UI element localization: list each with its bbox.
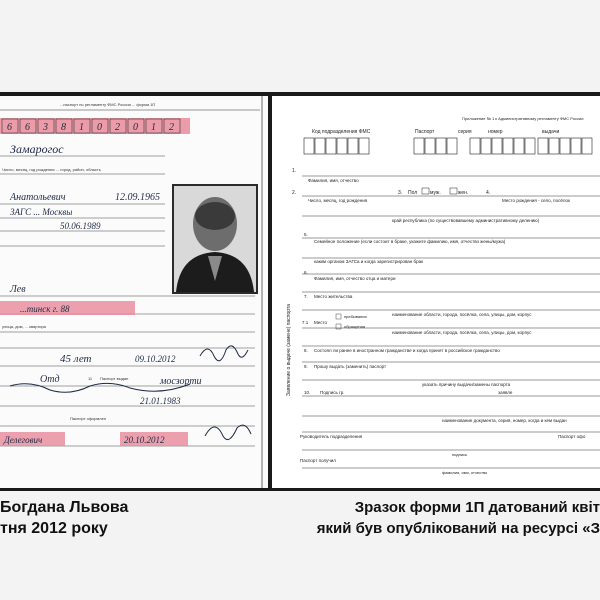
form-header: Приложение № 1 к Административному регламенту ФМС России xyxy=(462,116,584,121)
row-3-num: 3. xyxy=(398,190,403,196)
row-1-label: Фамилия, имя, отчество xyxy=(308,178,359,183)
empty-digit-box[interactable] xyxy=(315,138,325,154)
frame-bottom-border xyxy=(0,488,600,491)
passport-formed-label: Паспорт оформлен xyxy=(70,416,107,421)
row-4b-label: край республика (по существовавшему административному делению) xyxy=(392,218,540,223)
code-digit: 6 xyxy=(7,122,12,133)
code-digit: 2 xyxy=(169,122,174,133)
female-label: жен. xyxy=(458,190,469,196)
fio-hint: фамилия, имя, отчество xyxy=(442,470,488,475)
row-5b-label: каким органом ЗАГСа и когда зарегистрирован брак xyxy=(314,259,424,264)
empty-digit-box[interactable] xyxy=(549,138,559,154)
filled-form-scan xyxy=(0,96,268,488)
right-caption-line-1: Зразок форми 1П датований квіт xyxy=(354,499,600,516)
empty-digit-box[interactable] xyxy=(525,138,535,154)
row-71-hint: наименование области, города, посёлка, села, улицы, дом, корпус xyxy=(392,330,532,335)
empty-digit-box[interactable] xyxy=(337,138,347,154)
row-10-label: Подпись гр. xyxy=(320,390,345,395)
handwritten-marriage-date: 50.06.1989 xyxy=(60,221,101,231)
passport-issued-label: Паспорт выдан xyxy=(100,376,129,381)
code-digit: 0 xyxy=(97,122,102,133)
handwritten-father: Лев xyxy=(10,284,26,295)
row-6-label: Фамилия, имя, отчество отца и матери xyxy=(314,276,396,281)
row-10-hint: наименование документа, серия, номер, когда и кем выдан xyxy=(442,418,567,423)
row-8-num: 8. xyxy=(304,348,308,353)
empty-digit-box[interactable] xyxy=(414,138,424,154)
row-7-num: 7. xyxy=(304,294,308,299)
row-8-label: Состоял ли ранее в иностранном гражданстве и когда принят в российское гражданство xyxy=(314,348,500,353)
row-2-label: Число, месяц, год рождения xyxy=(308,198,368,203)
code-digit: 1 xyxy=(151,122,156,133)
empty-digit-box[interactable] xyxy=(359,138,369,154)
empty-digit-box[interactable] xyxy=(425,138,435,154)
id-photo xyxy=(172,184,258,294)
side-label: Заявление о выдаче (замене) паспорта xyxy=(286,304,292,396)
passport-issued-num: 11 xyxy=(88,376,93,381)
handwritten-zags: ЗАГС ... Москвы xyxy=(10,207,73,217)
row-7-hint: наименование области, города, посёлка, села, улицы, дом, корпус xyxy=(392,312,532,317)
stay-label: пребывания xyxy=(344,314,367,319)
left-header-text: ...паспорт по регламенту ФМС России ... форма 1П xyxy=(60,102,156,107)
empty-digit-box[interactable] xyxy=(538,138,548,154)
row-10-num: 10. xyxy=(304,390,311,395)
empty-digit-box[interactable] xyxy=(503,138,513,154)
stay-checkbox[interactable] xyxy=(336,314,341,319)
row-9-hint: указать причину выдачи/замены паспорта xyxy=(422,382,511,387)
code-digit: 6 xyxy=(25,122,30,133)
row-1-num: 1. xyxy=(292,168,297,174)
handwritten-final-date: 20.10.2012 xyxy=(124,435,165,445)
head-label: Руководитель подразделения xyxy=(300,434,363,439)
left-caption-line-2: тня 2012 року xyxy=(0,520,108,537)
filled-form-svg xyxy=(0,96,268,488)
handwritten-dept: Отд xyxy=(40,374,60,385)
female-checkbox[interactable] xyxy=(450,188,457,194)
handwritten-date-1: 09.10.2012 xyxy=(135,354,176,364)
empty-digit-box[interactable] xyxy=(481,138,491,154)
code-digit: 8 xyxy=(61,122,66,133)
passport-label: Паспорт xyxy=(415,129,435,135)
code-digit: 1 xyxy=(79,122,84,133)
appeal-label: обращения xyxy=(344,324,366,329)
left-caption-line-1: Богдана Львова xyxy=(0,499,129,516)
empty-digit-box[interactable] xyxy=(582,138,592,154)
code-number-boxes xyxy=(304,138,592,154)
empty-digit-box[interactable] xyxy=(560,138,570,154)
row-9-label: Прошу выдать (заменить) паспорт xyxy=(314,364,387,369)
blank-form-1p xyxy=(272,96,600,488)
signature-hint: подпись xyxy=(452,452,468,457)
row-5-label: Семейное положение (если состоит в браке, укажите фамилию, имя, отчество жены/мужа) xyxy=(314,239,506,244)
empty-digit-box[interactable] xyxy=(304,138,314,154)
handwritten-issuer: мосзорти xyxy=(160,376,202,387)
row-9-num: 9. xyxy=(304,364,308,369)
empty-digit-box[interactable] xyxy=(447,138,457,154)
male-checkbox[interactable] xyxy=(422,188,429,194)
code-label: Код подразделения ФМС xyxy=(312,129,371,135)
row-4-num: 4. xyxy=(486,190,491,196)
handwritten-age: 45 лет xyxy=(60,353,92,365)
passport-formed-right: Паспорт офо xyxy=(558,434,586,439)
empty-digit-box[interactable] xyxy=(514,138,524,154)
right-caption xyxy=(272,497,600,539)
row-71-num: 7.1 xyxy=(302,320,309,325)
series-label: серия xyxy=(458,129,472,135)
row-7-label: Место жительства xyxy=(314,294,353,299)
male-label: муж. xyxy=(430,190,441,196)
code-digit: 3 xyxy=(43,122,48,133)
row-71-label: Место xyxy=(314,320,328,325)
handwritten-signature-name: Делегович xyxy=(4,435,43,445)
empty-digit-box[interactable] xyxy=(571,138,581,154)
street-label: улица, дом, ... квартира xyxy=(2,324,46,329)
empty-digit-box[interactable] xyxy=(436,138,446,154)
row-2-num: 2. xyxy=(292,190,297,196)
code-digit: 2 xyxy=(115,122,120,133)
handwritten-birthdate: 12.09.1965 xyxy=(115,192,160,203)
empty-digit-box[interactable] xyxy=(470,138,480,154)
row-4-label: Место рождения - село, посёлок xyxy=(502,198,570,203)
handwritten-date-2: 21.01.1983 xyxy=(140,396,181,406)
left-caption xyxy=(0,497,268,539)
date-label: выдачи xyxy=(542,129,560,135)
code-digit: 0 xyxy=(133,122,138,133)
right-caption-line-2: який був опублікований на ресурсі «З xyxy=(316,520,600,537)
empty-digit-box[interactable] xyxy=(492,138,502,154)
row-6-num: 6. xyxy=(304,270,308,275)
handwritten-surname: Замарогос xyxy=(10,142,64,156)
handwritten-name: Анатольевич xyxy=(10,192,66,203)
empty-digit-box[interactable] xyxy=(348,138,358,154)
application-label: заявле xyxy=(498,390,513,395)
received-label: Паспорт получил xyxy=(300,458,336,463)
empty-digit-box[interactable] xyxy=(326,138,336,154)
row-3-label: Пол xyxy=(408,190,418,196)
number-label: номер xyxy=(488,129,503,135)
blank-form-svg xyxy=(272,96,600,488)
birth-date-label: Число, месяц, год рождения ... город, район, область xyxy=(2,167,101,172)
row-5-num: 5. xyxy=(304,232,308,237)
signature-scribbles xyxy=(10,346,251,440)
handwritten-address: ...тинск г. 88 xyxy=(20,304,70,314)
